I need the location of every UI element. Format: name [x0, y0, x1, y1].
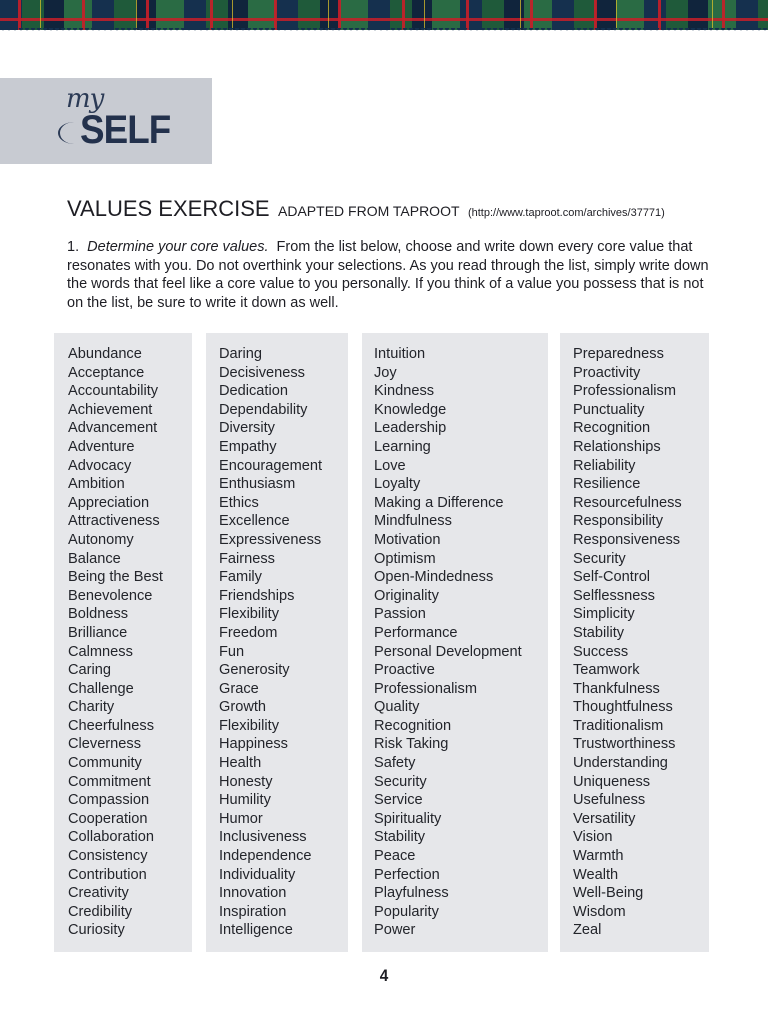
value-item: Warmth [573, 848, 624, 865]
value-item: Acceptance [68, 364, 145, 381]
value-item: Safety [374, 755, 416, 772]
value-item: Balance [68, 550, 121, 567]
value-item: Resourcefulness [573, 494, 682, 511]
value-item: Service [374, 792, 423, 809]
value-item: Independence [219, 848, 312, 865]
value-item: Traditionalism [573, 717, 664, 734]
value-item: Simplicity [573, 606, 635, 623]
value-item: Power [374, 922, 416, 939]
values-column-3 [362, 333, 548, 952]
value-item: Thankfulness [573, 680, 660, 697]
value-item: Calmness [68, 643, 133, 660]
value-item: Cheerfulness [68, 717, 154, 734]
value-item: Curiosity [68, 922, 125, 939]
value-item: Enthusiasm [219, 476, 296, 493]
value-item: Love [374, 457, 406, 474]
value-item: Well-Being [573, 885, 644, 902]
value-item: Risk Taking [374, 736, 449, 753]
value-item: Trustworthiness [573, 736, 676, 753]
value-item: Encouragement [219, 457, 323, 474]
value-item: Commitment [68, 773, 151, 790]
value-item: Humility [219, 792, 271, 809]
value-item: Relationships [573, 438, 661, 455]
value-item: Proactive [374, 662, 435, 679]
value-item: Innovation [219, 885, 287, 902]
value-item: Autonomy [68, 531, 134, 548]
instruction-number: 1. [67, 239, 80, 255]
value-item: Expressiveness [219, 531, 322, 548]
value-item: Individuality [219, 866, 296, 883]
values-column-2 [206, 333, 348, 952]
value-item: Growth [219, 699, 267, 716]
value-item: Popularity [374, 903, 439, 920]
value-item: Brilliance [68, 624, 128, 641]
value-item: Mindfulness [374, 513, 452, 530]
value-item: Attractiveness [68, 513, 160, 530]
value-item: Security [573, 550, 626, 567]
title-subtitle: ADAPTED FROM TAPROOT [278, 203, 460, 219]
value-item: Empathy [219, 438, 277, 455]
value-item: Passion [374, 606, 426, 623]
value-item: Resilience [573, 476, 641, 493]
value-item: Open-Mindedness [374, 569, 494, 586]
value-item: Usefulness [573, 792, 646, 809]
value-item: Contribution [68, 866, 147, 883]
value-item: Flexibility [219, 606, 280, 623]
value-item: Peace [374, 848, 416, 865]
value-item: Cleverness [68, 736, 141, 753]
value-item: Success [573, 643, 629, 660]
value-item: Happiness [219, 736, 288, 753]
page-number: 4 [379, 966, 389, 985]
values-column-1 [54, 333, 192, 952]
value-item: Humor [219, 810, 263, 827]
value-item: Learning [374, 438, 431, 455]
value-item: Decisiveness [219, 364, 305, 381]
value-item: Selflessness [573, 587, 655, 604]
value-item: Excellence [219, 513, 290, 530]
value-item: Thoughtfulness [573, 699, 673, 716]
value-item: Freedom [219, 624, 278, 641]
value-item: Knowledge [374, 401, 447, 418]
value-item: Reliability [573, 457, 636, 474]
value-item: Personal Development [374, 643, 522, 660]
value-item: Inclusiveness [219, 829, 307, 846]
value-item: Leadership [374, 420, 447, 437]
value-item: Advancement [68, 420, 158, 437]
value-item: Professionalism [374, 680, 478, 697]
value-item: Community [68, 755, 142, 772]
value-item: Kindness [374, 383, 435, 400]
value-item: Charity [68, 699, 115, 716]
value-item: Accountability [68, 383, 159, 400]
value-item: Fairness [219, 550, 275, 567]
value-item: Recognition [573, 420, 651, 437]
value-item: Stability [374, 829, 426, 846]
plaid-banner [0, 0, 768, 30]
value-item: Performance [374, 624, 458, 641]
value-item: Abundance [68, 346, 142, 362]
page-title [67, 196, 665, 222]
value-item: Dependability [219, 401, 308, 418]
value-item: Boldness [68, 606, 129, 623]
value-item: Dedication [219, 383, 288, 400]
value-item: Professionalism [573, 383, 677, 400]
value-item: Teamwork [573, 662, 640, 679]
value-item: Quality [374, 699, 420, 716]
value-item: Originality [374, 587, 439, 604]
value-item: Collaboration [68, 829, 154, 846]
value-item: Honesty [219, 773, 273, 790]
value-item: Uniqueness [573, 773, 651, 790]
value-item: Inspiration [219, 903, 287, 920]
value-item: Cooperation [68, 810, 148, 827]
value-item: Self-Control [573, 569, 651, 586]
value-item: Understanding [573, 755, 668, 772]
value-item: Consistency [68, 848, 148, 865]
value-item: Being the Best [68, 569, 163, 586]
value-item: Grace [219, 680, 259, 697]
value-item: Punctuality [573, 401, 645, 418]
value-item: Caring [68, 662, 111, 679]
value-item: Diversity [219, 420, 275, 437]
values-column-4 [560, 333, 709, 952]
value-item: Joy [374, 364, 397, 381]
instruction-text: From the list below, choose and write down every core value that resonates with you. Do not overthink your selections. As you read through the list, simply write down the words that feel like a core value to you personally. If you think of a value you possess that is not on the list, be sure to write it down as well. [67, 239, 709, 312]
value-item: Ethics [219, 494, 259, 511]
value-item: Zeal [573, 922, 602, 939]
value-item: Security [374, 773, 427, 790]
instructions-paragraph [67, 238, 715, 313]
value-item: Health [219, 755, 262, 772]
value-item: Challenge [68, 680, 134, 697]
value-item: Credibility [68, 903, 133, 920]
value-item: Playfulness [374, 885, 449, 902]
value-item: Spirituality [374, 810, 442, 827]
value-item: Compassion [68, 792, 150, 809]
logo-self-text: SELF [80, 108, 171, 152]
logo-my-text: my [66, 84, 104, 114]
value-item: Loyalty [374, 476, 421, 493]
value-item: Optimism [374, 550, 436, 567]
value-item: Appreciation [68, 494, 150, 511]
value-item: Perfection [374, 866, 440, 883]
value-item: Fun [219, 643, 245, 660]
value-item: Versatility [573, 810, 636, 827]
value-item: Making a Difference [374, 494, 504, 511]
value-item: Generosity [219, 662, 290, 679]
value-item: Wisdom [573, 903, 626, 920]
title-source-url: (http://www.taproot.com/archives/37771) [467, 207, 665, 219]
value-item: Preparedness [573, 346, 664, 362]
title-main: VALUES EXERCISE [67, 196, 270, 221]
value-item: Recognition [374, 717, 452, 734]
value-item: Motivation [374, 531, 441, 548]
value-item: Creativity [68, 885, 129, 902]
value-item: Benevolence [68, 587, 153, 604]
value-item: Daring [219, 346, 262, 362]
value-item: Stability [573, 624, 625, 641]
value-item: Flexibility [219, 717, 280, 734]
value-item: Achievement [68, 401, 153, 418]
value-item: Friendships [219, 587, 295, 604]
value-item: Adventure [68, 438, 135, 455]
value-item: Intelligence [219, 922, 293, 939]
value-item: Vision [573, 829, 613, 846]
value-item: Proactivity [573, 364, 641, 381]
value-item: Wealth [573, 866, 619, 883]
value-item: Advocacy [68, 457, 132, 474]
value-item: Family [219, 569, 262, 586]
instruction-emphasis: Determine your core values. [87, 239, 269, 255]
value-item: Responsiveness [573, 531, 681, 548]
value-item: Responsibility [573, 513, 664, 530]
value-item: Ambition [68, 476, 125, 493]
value-item: Intuition [374, 346, 426, 362]
